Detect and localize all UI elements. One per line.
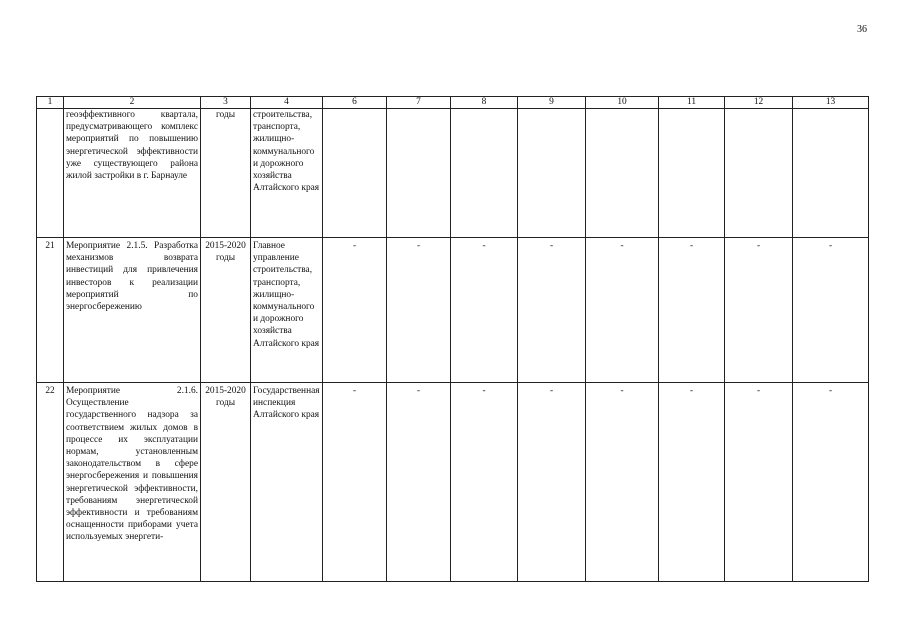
column-header: 13 <box>793 97 869 109</box>
column-header: 1 <box>37 97 64 109</box>
table-row <box>37 383 869 582</box>
value-cell: - <box>323 238 387 383</box>
executor: строительства, транспорта, жилищно-коммунального и дорожного хозяйства Алтайского края <box>251 109 323 238</box>
column-header: 7 <box>387 97 451 109</box>
measure-name: Мероприятие 2.1.5. Разработка механизмов возврата инвестиций для привлечения инвесторов к реализации мероприятий по энергосбережению <box>64 238 201 383</box>
value-cell <box>793 109 869 238</box>
executor: Главное управление строительства, транспорта, жилищно-коммунального и дорожного хозяйства Алтайского края <box>251 238 323 383</box>
value-cell <box>451 109 518 238</box>
value-cell <box>659 109 725 238</box>
column-header: 8 <box>451 97 518 109</box>
column-header: 11 <box>659 97 725 109</box>
value-cell: - <box>793 238 869 383</box>
column-header: 12 <box>725 97 793 109</box>
value-cell: - <box>586 238 659 383</box>
value-cell: - <box>659 238 725 383</box>
column-header: 9 <box>518 97 586 109</box>
value-cell <box>387 109 451 238</box>
program-table <box>36 96 869 582</box>
value-cell <box>518 109 586 238</box>
value-cell: - <box>659 383 725 582</box>
row-number <box>37 109 64 238</box>
value-cell <box>586 109 659 238</box>
executor: Государственная инспекция Алтайского края <box>251 383 323 582</box>
value-cell <box>725 109 793 238</box>
row-number: 22 <box>37 383 64 582</box>
column-header: 3 <box>201 97 251 109</box>
value-cell: - <box>793 383 869 582</box>
value-cell: - <box>323 383 387 582</box>
value-cell: - <box>586 383 659 582</box>
period: 2015-2020 годы <box>201 383 251 582</box>
column-header: 2 <box>64 97 201 109</box>
page-number: 36 <box>857 24 867 35</box>
value-cell: - <box>451 383 518 582</box>
value-cell <box>323 109 387 238</box>
measure-name: геоэффективного квартала, предусматривающего комплекс мероприятий по повышению энергетической эффективности уже существующего района жилой застройки в г. Барнауле <box>64 109 201 238</box>
column-header: 6 <box>323 97 387 109</box>
value-cell: - <box>725 383 793 582</box>
value-cell: - <box>518 238 586 383</box>
table-row <box>37 238 869 383</box>
value-cell: - <box>451 238 518 383</box>
value-cell: - <box>725 238 793 383</box>
period: годы <box>201 109 251 238</box>
column-header: 4 <box>251 97 323 109</box>
table-row <box>37 109 869 238</box>
row-number: 21 <box>37 238 64 383</box>
measure-name: Мероприятие 2.1.6. Осуществление государственного надзора за соответствием жилых домов в процессе их эксплуатации нормам, установленным законодательством в сфере энергосбережения и повышения энергетической эффективности, требованиям энергетической эффективности и требованиям оснащенности приборами учета используемых энергети- <box>64 383 201 582</box>
column-header: 10 <box>586 97 659 109</box>
value-cell: - <box>387 238 451 383</box>
value-cell: - <box>387 383 451 582</box>
table-header-row <box>37 97 869 109</box>
period: 2015-2020 годы <box>201 238 251 383</box>
value-cell: - <box>518 383 586 582</box>
